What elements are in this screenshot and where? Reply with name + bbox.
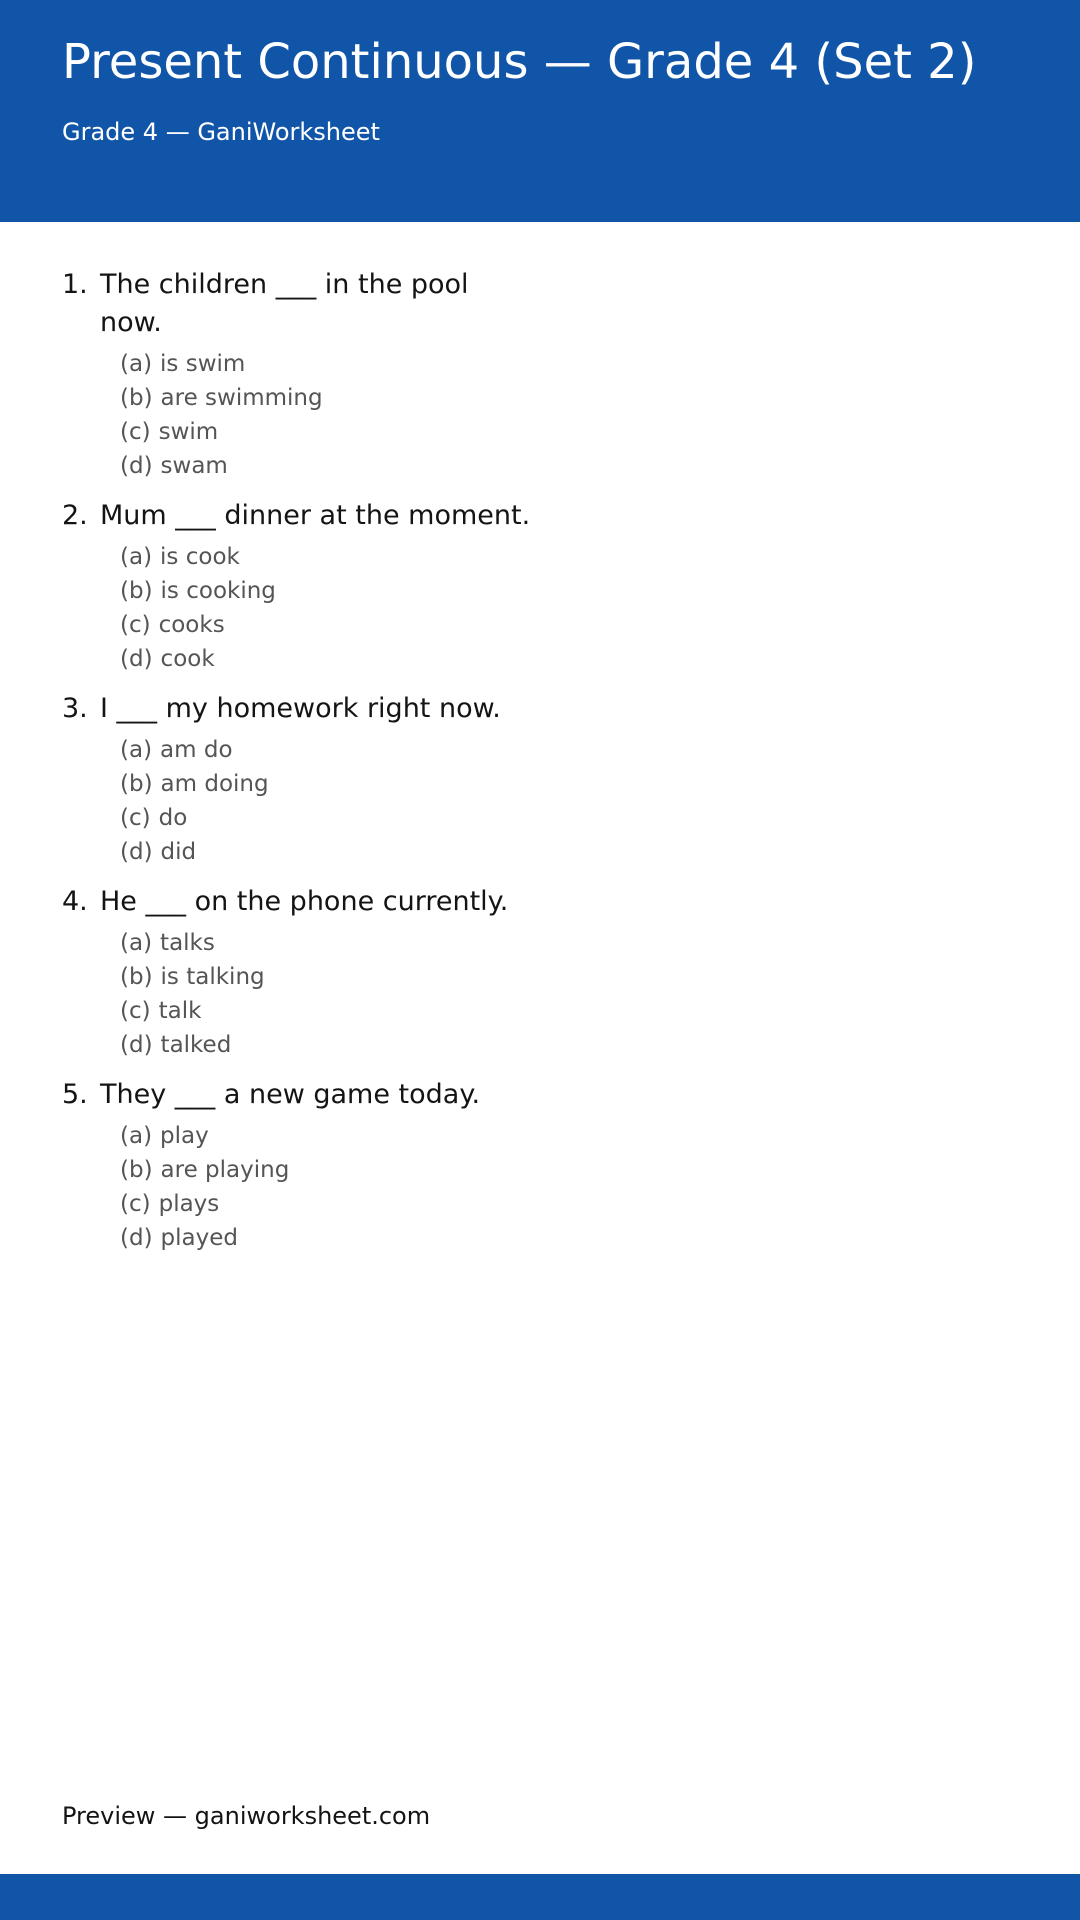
option-text: swim: [158, 419, 219, 445]
question-text: Mum ___ dinner at the moment.: [100, 500, 531, 531]
option-item: [120, 1221, 1040, 1255]
option-label: (c): [120, 612, 151, 638]
option-text: is cook: [160, 544, 240, 570]
option-item: [120, 415, 1040, 449]
options-list: [120, 540, 1040, 676]
question-number: 2.: [62, 500, 88, 531]
option-label: (b): [120, 964, 153, 990]
option-item: [120, 994, 1040, 1028]
option-text: talked: [160, 1032, 232, 1058]
option-item: [120, 1187, 1040, 1221]
option-text: played: [160, 1225, 238, 1251]
option-item: [120, 1119, 1040, 1153]
question-item-4: [62, 883, 1040, 1062]
option-label: (c): [120, 419, 151, 445]
question-item-1: [62, 266, 1040, 483]
page-subtitle: Grade 4 — GaniWorksheet: [62, 118, 380, 146]
option-text: am doing: [160, 771, 269, 797]
question-prompt: [62, 266, 1040, 342]
question-prompt: [62, 497, 1040, 535]
option-label: (d): [120, 839, 153, 865]
option-text: is swim: [160, 351, 246, 377]
options-list: [120, 733, 1040, 869]
question-text: They ___ a new game today.: [100, 1079, 481, 1110]
option-item: [120, 733, 1040, 767]
option-text: did: [160, 839, 197, 865]
option-label: (d): [120, 646, 153, 672]
option-text: am do: [160, 737, 233, 763]
option-text: plays: [158, 1191, 220, 1217]
option-label: (b): [120, 1157, 153, 1183]
question-number: 5.: [62, 1079, 88, 1110]
option-label: (d): [120, 1032, 153, 1058]
option-text: swam: [160, 453, 228, 479]
question-text: He ___ on the phone currently.: [100, 886, 509, 917]
bottom-accent-band: [0, 1874, 1080, 1920]
question-number: 1.: [62, 269, 88, 300]
option-item: [120, 608, 1040, 642]
option-item: [120, 835, 1040, 869]
option-label: (d): [120, 1225, 153, 1251]
option-text: do: [158, 805, 188, 831]
option-item: [120, 449, 1040, 483]
option-text: cooks: [158, 612, 225, 638]
option-label: (c): [120, 998, 151, 1024]
option-item: [120, 960, 1040, 994]
option-text: are playing: [160, 1157, 290, 1183]
option-label: (a): [120, 351, 153, 377]
option-label: (b): [120, 578, 153, 604]
option-label: (c): [120, 1191, 151, 1217]
question-text: now.: [100, 307, 162, 338]
option-item: [120, 347, 1040, 381]
option-text: is cooking: [160, 578, 276, 604]
option-label: (d): [120, 453, 153, 479]
option-label: (a): [120, 930, 153, 956]
option-item: [120, 574, 1040, 608]
option-label: (a): [120, 544, 153, 570]
question-prompt: [62, 1076, 1040, 1114]
option-label: (b): [120, 385, 153, 411]
option-text: are swimming: [160, 385, 323, 411]
question-text: The children ___ in the pool: [100, 269, 469, 300]
preview-watermark: Preview — ganiworksheet.com: [62, 1802, 431, 1830]
option-item: [120, 642, 1040, 676]
options-list: [120, 1119, 1040, 1255]
option-text: cook: [160, 646, 215, 672]
options-list: [120, 926, 1040, 1062]
question-number: 4.: [62, 886, 88, 917]
questions-list: [0, 222, 1080, 1269]
question-text: I ___ my homework right now.: [100, 693, 501, 724]
option-text: talks: [160, 930, 215, 956]
option-label: (b): [120, 771, 153, 797]
question-item-5: [62, 1076, 1040, 1255]
option-item: [120, 926, 1040, 960]
option-item: [120, 381, 1040, 415]
worksheet-header: [0, 0, 1080, 222]
option-label: (a): [120, 1123, 153, 1149]
page-title: Present Continuous — Grade 4 (Set 2): [62, 34, 977, 90]
options-list: [120, 347, 1040, 483]
option-item: [120, 540, 1040, 574]
option-item: [120, 1028, 1040, 1062]
option-item: [120, 801, 1040, 835]
question-prompt: [62, 883, 1040, 921]
option-item: [120, 767, 1040, 801]
option-label: (a): [120, 737, 153, 763]
question-item-2: [62, 497, 1040, 676]
option-text: talk: [158, 998, 202, 1024]
question-prompt: [62, 690, 1040, 728]
option-label: (c): [120, 805, 151, 831]
option-text: play: [160, 1123, 209, 1149]
option-item: [120, 1153, 1040, 1187]
question-item-3: [62, 690, 1040, 869]
question-number: 3.: [62, 693, 88, 724]
option-text: is talking: [160, 964, 265, 990]
